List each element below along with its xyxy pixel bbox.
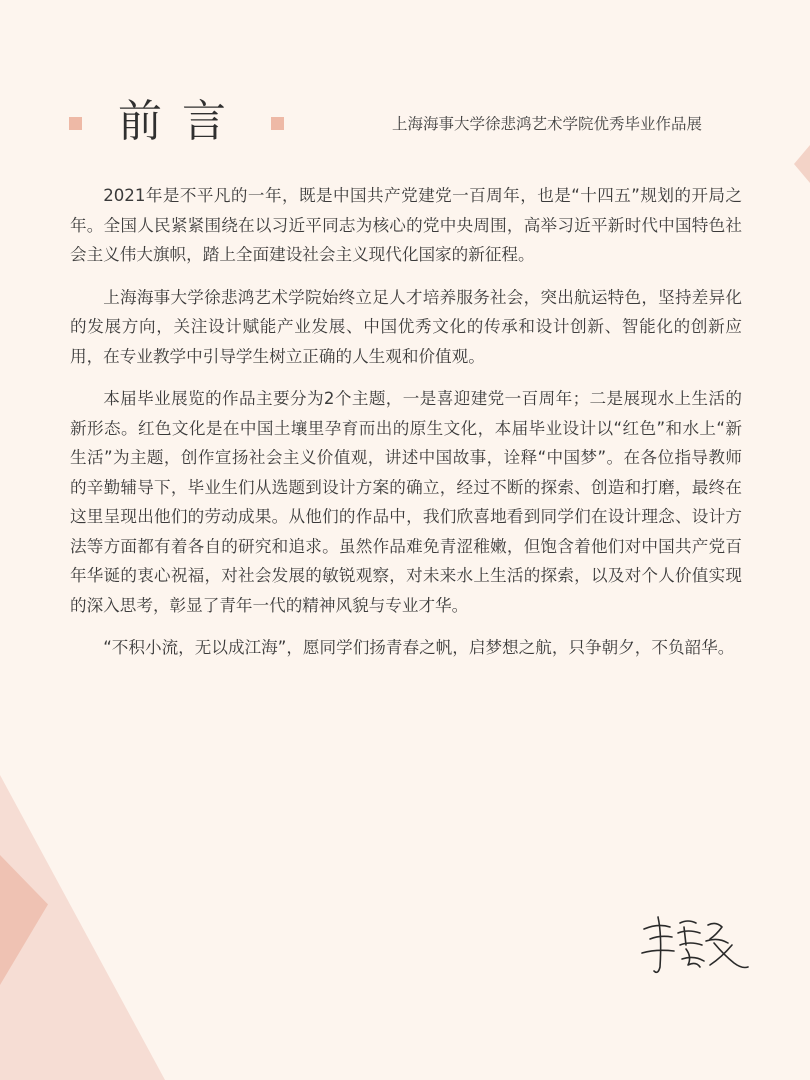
paragraph: 上海海事大学徐悲鸿艺术学院始终立足人才培养服务社会，突出航运特色，坚持差异化的发展方向，关注设计赋能产业发展、中国优秀文化的传承和设计创新、智能化的创新应用，在专业教学中引导学生树立正确的人生观和价值观。 <box>70 287 742 366</box>
paragraph: 本届毕业展览的作品主要分为2个主题，一是喜迎建党一百周年；二是展现水上生活的新形态。红色文化是在中国土壤里孕育而出的原生文化，本届毕业设计以“红色”和水上“新生活”为主题，创作宣扬社会主义价值观，讲述中国故事，诠释“中国梦”。在各位指导教师的辛勤辅导下，毕业生们从选题到设计方案的确立，经过不断的探索、创造和打磨，最终在这里呈现出他们的劳动成果。从他们的作品中，我们欣喜地看到同学们在设计理念、设计方法等方面都有着各自的研究和追求。虽然作品难免青涩稚嫩，但饱含着他们对中国共产党百年华诞的衷心祝福，对社会发展的敏锐观察，对未来水上生活的探索，以及对个人价值实现的深入思考，彰显了青年一代的精神风貌与专业才华。 <box>70 389 742 615</box>
page-title: 前言 <box>118 96 246 147</box>
preface-body <box>70 181 742 676</box>
signature-icon <box>636 905 751 985</box>
page-subtitle: 上海海事大学徐悲鸿艺术学院优秀毕业作品展 <box>392 115 703 133</box>
accent-square-right <box>271 117 284 130</box>
page-header <box>0 90 810 160</box>
paragraph: 2021年是不平凡的一年，既是中国共产党建党一百周年，也是“十四五”规划的开局之年。全国人民紧紧围绕在以习近平同志为核心的党中央周围，高举习近平新时代中国特色社会主义伟大旗帜，踏上全面建设社会主义现代化国家的新征程。 <box>70 186 742 264</box>
paragraph: “不积小流，无以成江海”，愿同学们扬青春之帆，启梦想之航，只争朝夕，不负韶华。 <box>103 638 735 657</box>
accent-square-left <box>69 117 82 130</box>
decorative-triangle-small <box>0 855 48 985</box>
decorative-triangle-large <box>0 775 165 1080</box>
